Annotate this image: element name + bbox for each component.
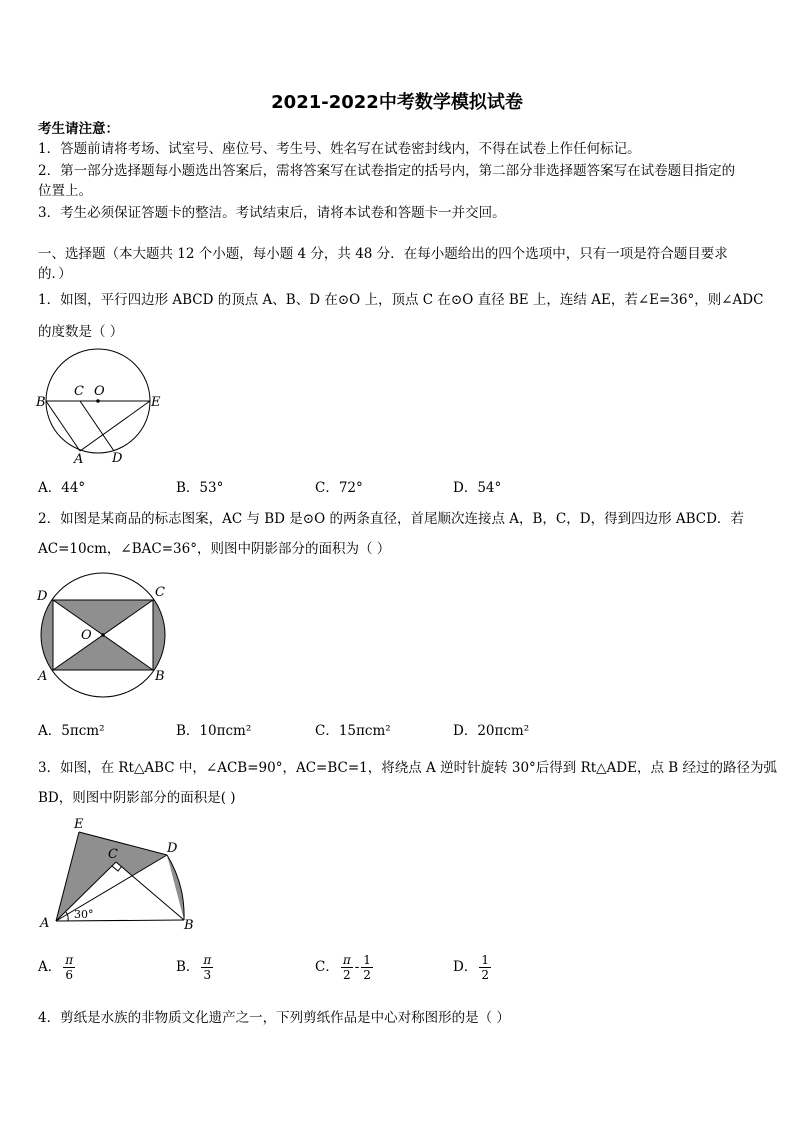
q3-option-a <box>38 953 77 982</box>
page-title: 2021-2022中考数学模拟试卷 <box>271 92 523 113</box>
q2-figure <box>34 582 174 694</box>
q3-option-c-den: 2 <box>342 968 351 982</box>
q1-segment-cd <box>80 401 114 451</box>
q1-label-b: B <box>36 395 46 410</box>
q3-option-c-minus: - <box>354 959 360 975</box>
q3-option-d-prefix: D． <box>453 959 478 975</box>
q3-option-c <box>315 953 375 982</box>
q2-label-o: O <box>81 628 92 643</box>
q3-figure <box>36 816 206 934</box>
q3-text-cont: BD，则图中阴影部分的面积是( ) <box>38 790 236 806</box>
q1-label-c: C <box>74 384 84 399</box>
q3-label-e: E <box>74 817 84 832</box>
q3-option-d-fraction <box>479 953 491 982</box>
q2-top-triangle <box>53 600 153 635</box>
q3-label-d: D <box>167 841 178 856</box>
q3-label-a: A <box>40 916 50 931</box>
q3-option-d-num: 1 <box>481 953 489 967</box>
q1-center-dot <box>96 399 100 403</box>
q3-option-c-prefix: C． <box>315 959 339 975</box>
q1-text: 1．如图，平行四边形 ABCD 的顶点 A、B、D 在⊙O 上，顶点 C 在⊙O 直径 BE 上，连结 AE，若∠E=36°，则∠ADC <box>38 292 764 308</box>
q2-text-cont: AC=10cm，∠BAC=36°，则图中阴影部分的面积为（ ） <box>38 541 391 557</box>
q3-option-b-num: π <box>203 953 212 967</box>
q3-option-c-fraction-2 <box>361 953 373 982</box>
notice-item-1: 1．答题前请将考场、试室号、座位号、考生号、姓名写在试卷密封线内，不得在试卷上作任何标记。 <box>38 141 641 157</box>
q3-option-d <box>453 953 493 982</box>
q1-label-d: D <box>112 451 123 466</box>
notice-item-3: 3．考生必须保证答题卡的整洁。考试结束后，请将本试卷和答题卡一并交回。 <box>38 205 506 221</box>
q3-option-b-den: 3 <box>203 968 212 982</box>
q2-label-b: B <box>155 669 165 684</box>
notice-heading: 考生请注意： <box>38 121 119 137</box>
q3-option-b-fraction <box>201 953 213 982</box>
q1-option-a: A．44° <box>38 480 86 496</box>
q3-option-c-num: π <box>342 953 351 967</box>
q3-option-a-den: 6 <box>65 968 74 982</box>
q2-text: 2．如图是某商品的标志图案，AC 与 BD 是⊙O 的两条直径，首尾顺次连接点 A，B，C，D，得到四边形 ABCD．若 <box>38 511 744 527</box>
q3-option-c-den2: 2 <box>363 968 371 982</box>
section-heading-cont: 的．） <box>38 266 72 282</box>
q1-label-o: O <box>94 384 105 399</box>
notice-item-2-cont: 位置上。 <box>38 183 92 199</box>
q2-label-c: C <box>155 585 165 600</box>
q3-label-b: B <box>184 918 194 933</box>
q1-label-e: E <box>151 395 161 410</box>
q3-label-angle: 30° <box>74 908 94 921</box>
q1-figure <box>34 348 174 468</box>
q1-text-cont: 的度数是（ ） <box>38 324 124 340</box>
q1-option-c: C．72° <box>315 480 363 496</box>
q3-option-b <box>176 953 215 982</box>
notice-item-2: 2．第一部分选择题每小题选出答案后，需将答案写在试卷指定的括号内，第二部分非选择题答案写在试卷题目指定的 <box>38 163 736 179</box>
q3-text: 3．如图，在 Rt△ABC 中，∠ACB=90°，AC=BC=1，将绕点 A 逆时针旋转 30°后得到 Rt△ADE，点 B 经过的路径为弧 <box>38 760 777 776</box>
q2-option-b: B．10πcm² <box>176 723 252 739</box>
q2-option-d: D．20πcm² <box>453 723 530 739</box>
q3-option-d-den: 2 <box>481 968 489 982</box>
q3-option-c-fraction-1 <box>341 953 353 982</box>
q4-text: 4．剪纸是水族的非物质文化遗产之一，下列剪纸作品是中心对称图形的是（ ） <box>38 1010 510 1026</box>
q1-label-a: A <box>74 452 84 467</box>
q3-option-a-num: π <box>65 953 74 967</box>
q3-option-a-prefix: A． <box>38 959 62 975</box>
q3-option-a-fraction <box>63 953 75 982</box>
q2-bottom-triangle <box>53 635 153 670</box>
q2-option-a: A．5πcm² <box>38 723 105 739</box>
q3-option-b-prefix: B． <box>176 959 200 975</box>
q2-option-c: C．15πcm² <box>315 723 391 739</box>
q1-segment-ba <box>46 401 80 451</box>
q2-label-a: A <box>38 669 48 684</box>
q3-option-c-num2: 1 <box>363 953 371 967</box>
q1-option-d: D．54° <box>453 480 502 496</box>
q2-label-d: D <box>37 589 48 604</box>
section-heading: 一、选择题（本大题共 12 个小题，每小题 4 分，共 48 分．在每小题给出的四个选项中，只有一项是符合题目要求 <box>38 246 728 262</box>
q3-label-c: C <box>108 847 118 862</box>
q1-segment-ae <box>80 401 150 451</box>
q1-option-b: B．53° <box>176 480 224 496</box>
q2-center-dot <box>101 633 105 637</box>
